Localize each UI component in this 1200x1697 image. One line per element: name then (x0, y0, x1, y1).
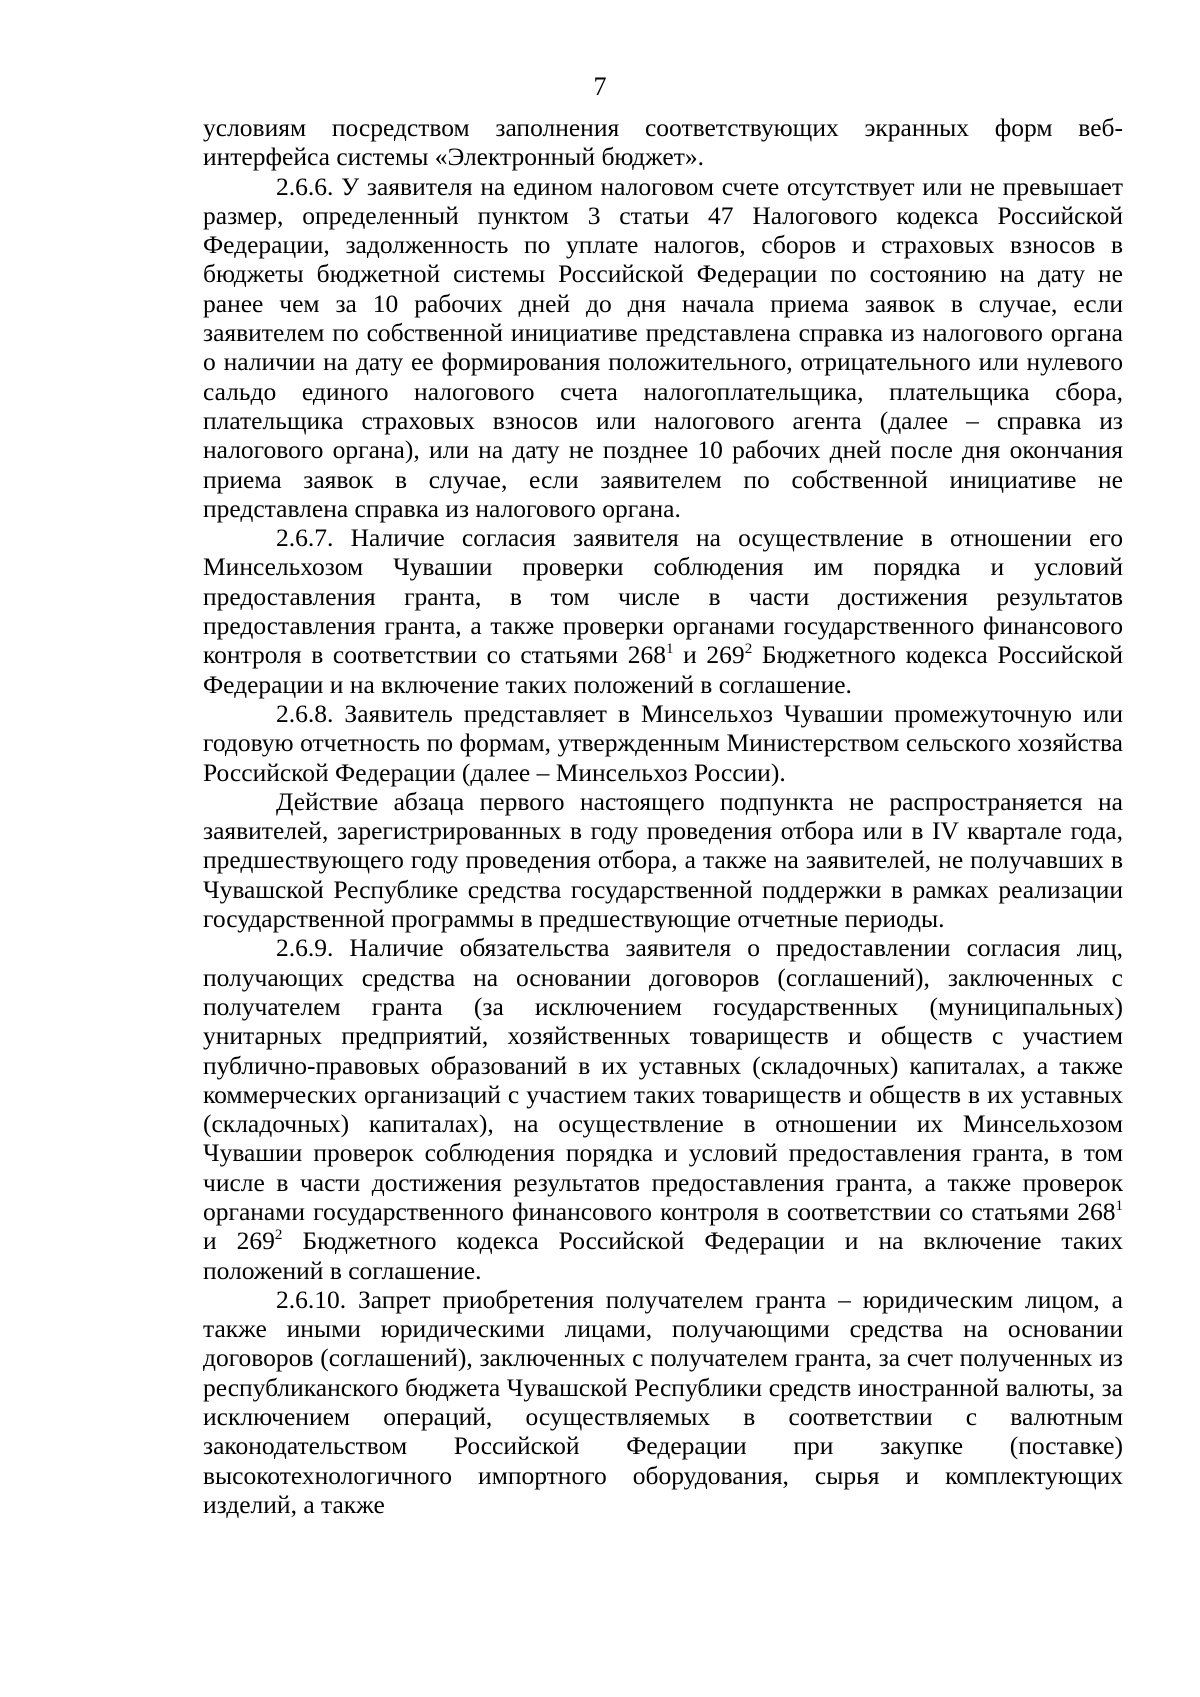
superscript: 2 (744, 641, 753, 658)
paragraph (203, 787, 1123, 933)
paragraph-text: 2.6.6. У заявителя на едином налоговом счете отсутствует или не превышает размер, определенный пунктом 3 статьи 47 Налогового кодекса Российской Федерации, задолженность по уплате налогов, сборов и страховых взносов в бюджеты бюджетной системы Российской Федерации по состоянию на дату не ранее чем за 10 рабочих дней до дня начала приема заявок в случае, если заявителем по собственной инициативе представлена справка из налогового органа о наличии на дату ее формирования положительного, отрицательного или нулевого сальдо единого налогового счета налогоплательщика, плательщика сбора, плательщика страховых взносов или налогового агента (далее – справка из налогового органа), или на дату не позднее 10 рабочих дней после дня окончания приема заявок в случае, если заявителем по собственной инициативе не представлена справка из налогового органа. (203, 171, 1123, 523)
paragraph-text: 2.6.10. Запрет приобретения получателем гранта – юридическим лицом, а также иными юридическими лицами, получающими средства на основании договоров (соглашений), заключенных с получателем гранта, за счет полученных из республиканского бюджета Чувашской Республики средств иностранной валюты, за исключением операций, осуществляемых в соответствии с валютным законодательством Российской Федерации при закупке (поставке) высокотехнологичного импортного оборудования, сырья и комплектующих изделий, а также (203, 1284, 1123, 1519)
paragraph-text: условиям посредством заполнения соответствующих экранных форм веб-интерфейса системы «Электронный бюджет». (203, 113, 1123, 172)
paragraph-text: 2.6.7. Наличие согласия заявителя на осуществление в отношении его Минсельхозом Чувашии проверки соблюдения им порядка и условий предоставления гранта, в том числе в части достижения результатов предоставления гранта, а также проверки органами государственного финансового контроля в соответствии со статьями 268 (203, 523, 1123, 670)
superscript: 1 (1115, 1197, 1123, 1214)
paragraph-text: 2.6.9. Наличие обязательства заявителя о предоставлении согласия лиц, получающих средства на основании договоров (соглашений), заключенных с получателем гранта (за исключением государственных (муниципальных) унитарных предприятий, хозяйственных товариществ и обществ с участием публично-правовых образований в их уставных (складочных) капиталах, а также коммерческих организаций с участием таких товариществ и обществ в их уставных (складочных) капиталах), на осуществление в отношении их Минсельхозом Чувашии проверок соблюдения порядка и условий предоставления гранта, в том числе в части достижения результатов предоставления гранта, а также проверок органами государственного финансового контроля в соответствии со статьями 268 (203, 933, 1123, 1226)
paragraph-text: и 269 (203, 1226, 275, 1256)
superscript: 1 (665, 641, 674, 658)
paragraph-text: Действие абзаца первого настоящего подпункта не распространяется на заявителей, зарегистрированных в году проведения отбора или в IV квартале года, предшествующего году проведения отбора, а также на заявителей, не получавших в Чувашской Республике средства государственной поддержки в рамках реализации государственной программы в предшествующие отчетные периоды. (203, 786, 1123, 934)
paragraph (203, 1285, 1123, 1519)
document-body (203, 113, 1123, 1519)
paragraph (203, 699, 1123, 787)
paragraph-text: и 269 (673, 640, 745, 670)
paragraph-text: 2.6.8. Заявитель представляет в Минсельхоз Чувашии промежуточную или годовую отчетность по формам, утвержденным Министерством сельского хозяйства Российской Федерации (далее – Минсельхоз России). (203, 698, 1123, 787)
paragraph (203, 172, 1123, 524)
paragraph-text: Бюджетного кодекса Российской Федерации и на включение таких положений в соглашение. (203, 1226, 1123, 1285)
paragraph (203, 523, 1123, 699)
superscript: 2 (274, 1227, 283, 1244)
paragraph (203, 113, 1123, 172)
paragraph (203, 933, 1123, 1285)
paragraph-text: Бюджетного кодекса Российской Федерации и на включение таких положений в соглашение. (203, 640, 1123, 699)
page-number: 7 (593, 72, 607, 101)
